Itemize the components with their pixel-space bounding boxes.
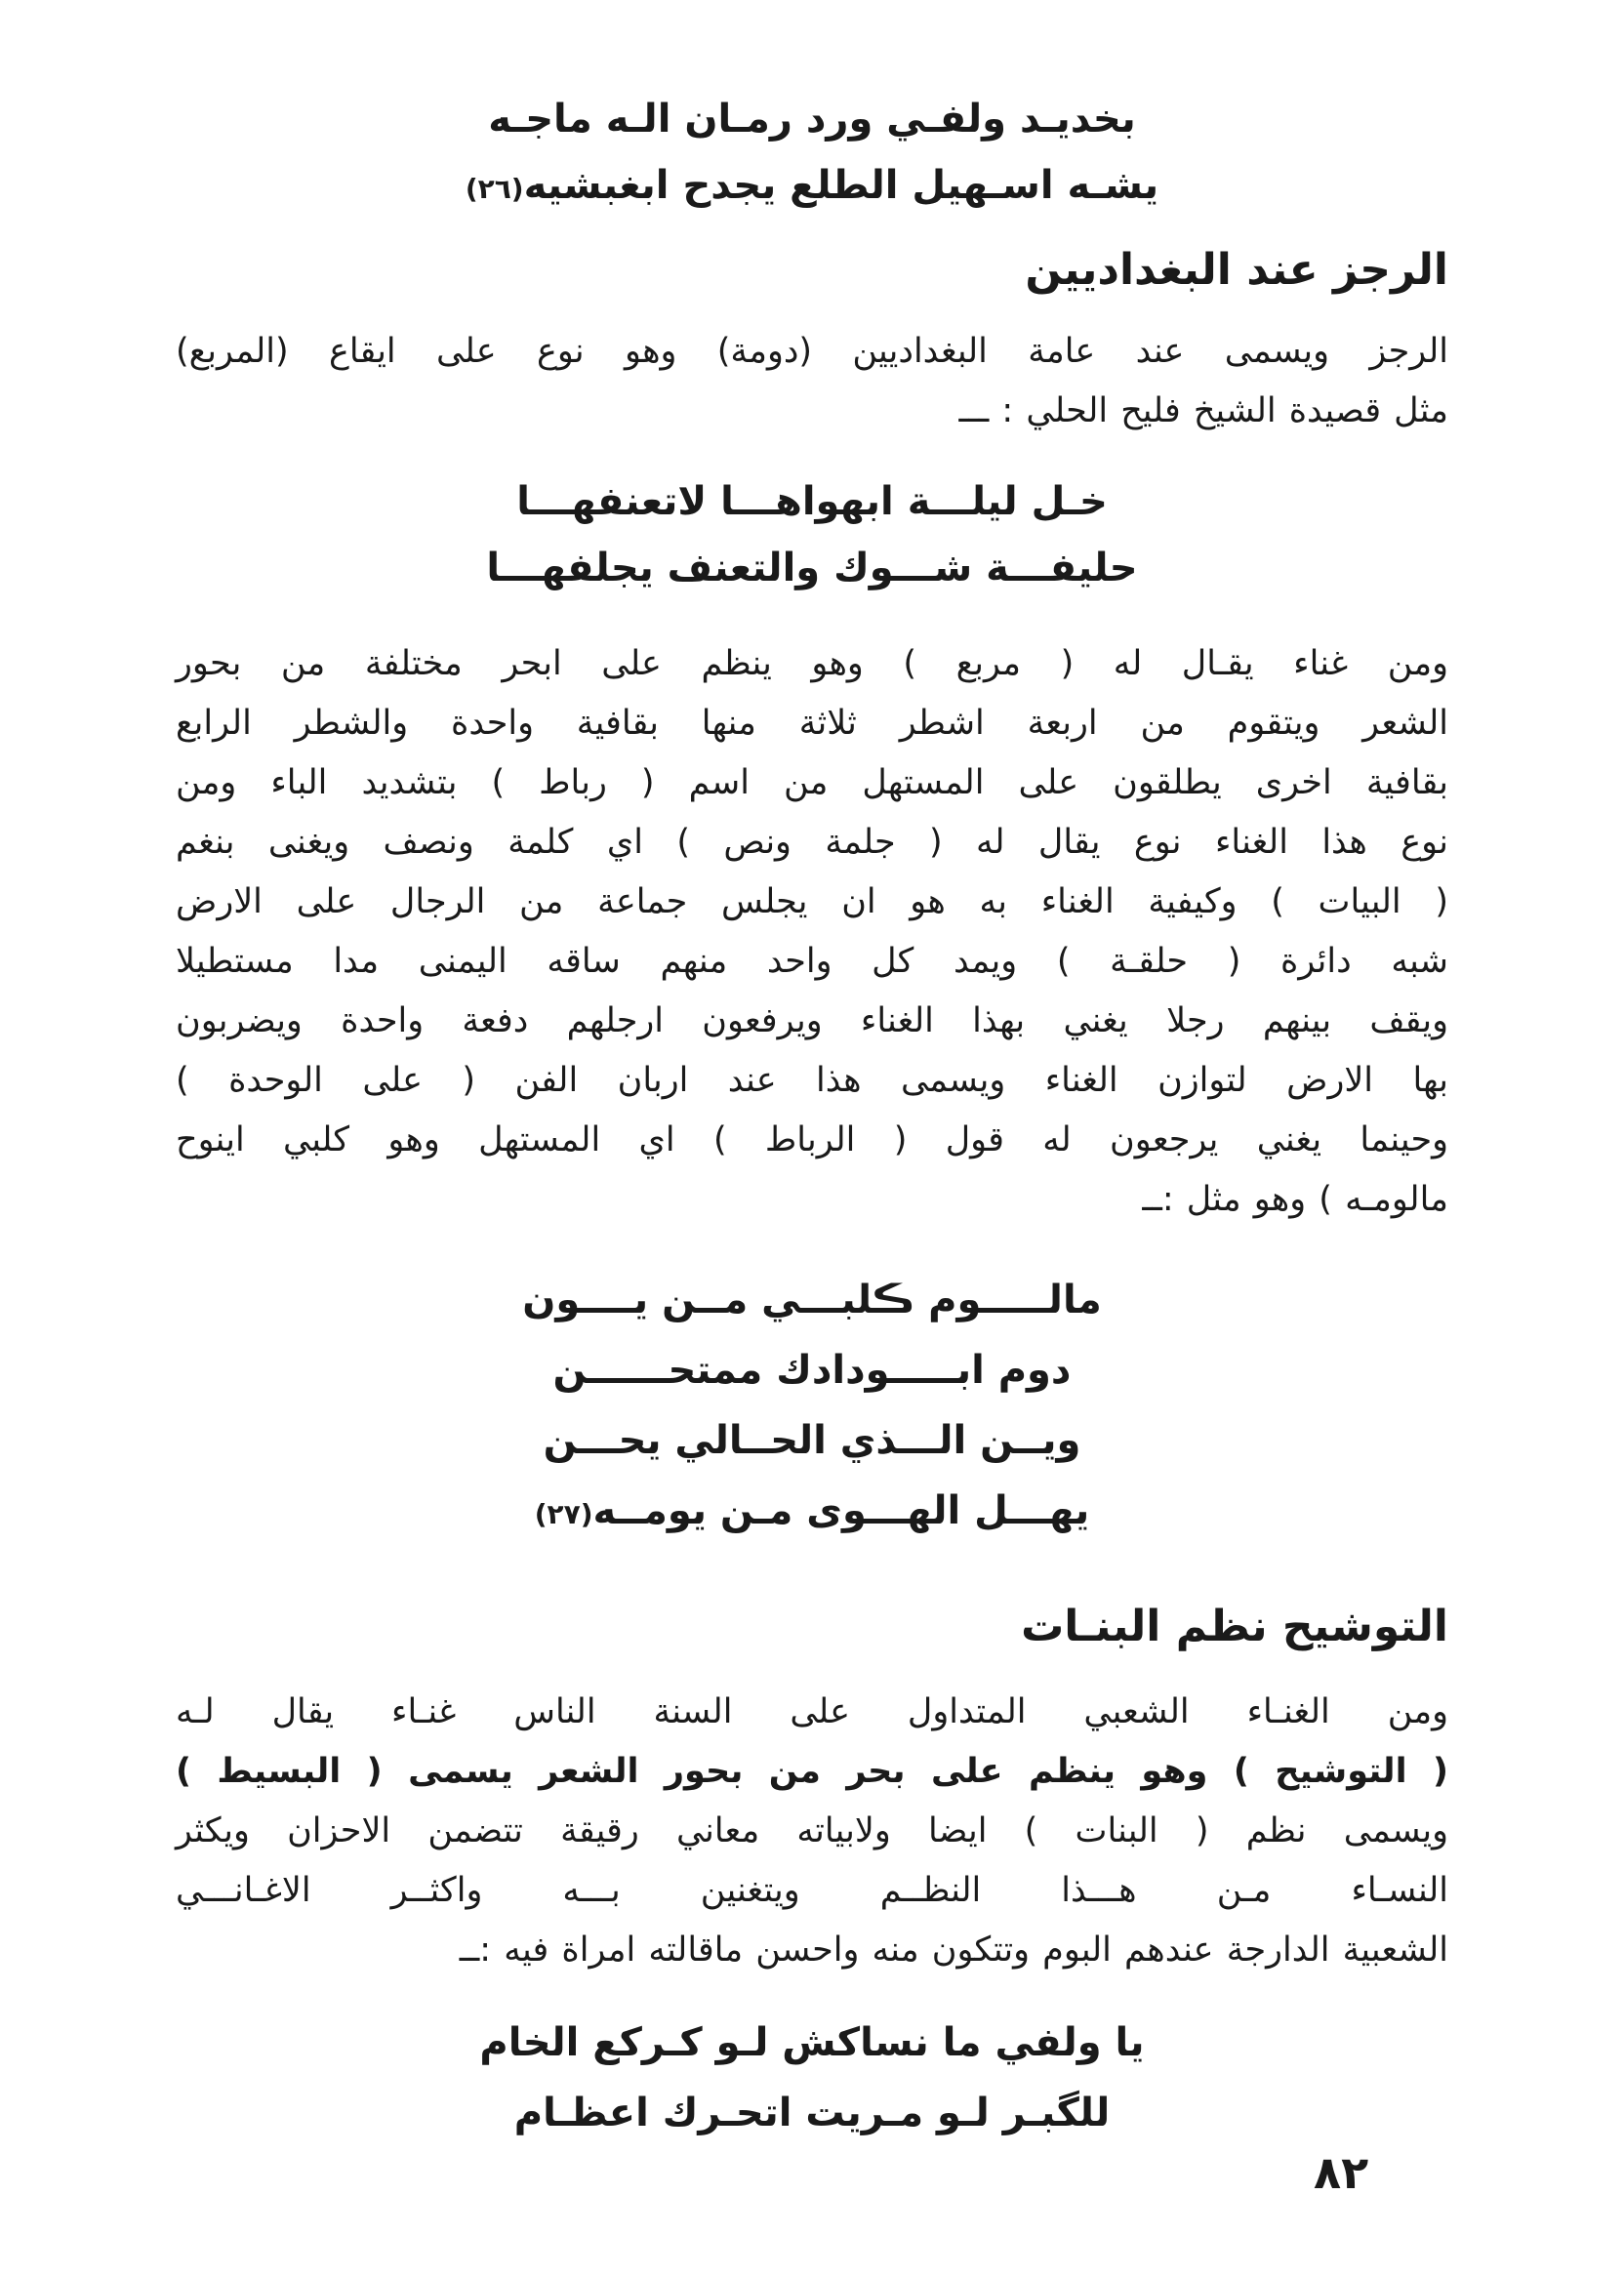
paragraph-line: بقافية اخرى يطلقون على المستهل من اسم ( رباط ) بتشديد الباء ومن <box>176 763 1448 802</box>
rajaz-verse-line-2: حليفـــة شـــوك والتعنف يجلفهـــا <box>486 546 1138 590</box>
section-heading-tawshih: التوشيح نظم البنـات <box>1021 1602 1448 1651</box>
paragraph-line: ويقف بينهم رجلا يغني بهذا الغناء ويرفعون ارجلهم دفعة واحدة ويضربون <box>176 1001 1448 1040</box>
verse-block-tawshih <box>176 2008 1448 2148</box>
paragraph-line: بها الارض لتوازن الغناء ويسمى هذا عند اربان الفن ( على الوحدة ) <box>176 1061 1448 1100</box>
murabba-verse-line-2: دوم ابـــــودادك ممتحــــــن <box>552 1348 1072 1393</box>
paragraph-line: النسـاء مـن هـــذا النظــم ويتغنين بـــه واكثــر الاغـانـــي <box>176 1871 1448 1910</box>
opening-verse-line-1: بخديـد ولفـي ورد رمـان الـه ماجـه <box>488 97 1136 142</box>
paragraph-line: ويسمى نظم ( البنات ) ايضا ولابياته معاني رقيقة تتضمن الاحزان ويكثر <box>176 1811 1448 1850</box>
paragraph-line: ومن غناء يقـال له ( مربع ) وهو ينظم على ابحر مختلفة من بحور <box>176 644 1448 683</box>
paragraph-line: ( البيات ) وكيفية الغناء به هو ان يجلس جماعة من الرجال على الارض <box>176 882 1448 921</box>
verse-block-murabba <box>176 1265 1448 1550</box>
murabba-verse-line-4-text: يهـــل الهـــوى مـن يومــه <box>592 1488 1090 1533</box>
paragraph-murabba <box>176 634 1448 1230</box>
tawshih-verse-line-2: للگبـر لـو مـريت اتحـرك اعظـام <box>513 2091 1111 2135</box>
rajaz-verse-line-1: خـل ليلـــة ابهواهـــا لاتعنفهـــا <box>516 479 1108 524</box>
paragraph-line: وحينما يغني يرجعون له قول ( الرباط ) اي المستهل وهو كلبي اينوح <box>176 1120 1448 1159</box>
murabba-verse-line-1: مالـــــوم ڪلبـــي مــن يــــون <box>522 1278 1102 1322</box>
opening-verse-line-2 <box>176 152 1448 223</box>
paragraph-tawshih <box>176 1683 1448 1980</box>
footnote-marker-27: (٢٧) <box>534 1498 593 1530</box>
murabba-verse-line-4 <box>176 1476 1448 1550</box>
footnote-marker-26: (٢٦) <box>465 173 524 205</box>
paragraph-line: الرجز ويسمى عند عامة البغداديين (دومة) وهو نوع على ايقاع (المربع) <box>176 332 1448 371</box>
page-number: ٨٢ <box>1314 2146 1369 2199</box>
paragraph-line: نوع هذا الغناء نوع يقال له ( جلمة ونص ) اي كلمة ونصف ويغنى بنغم <box>176 823 1448 862</box>
paragraph-line: الشعبية الدارجة عندهم البوم وتتكون منه واحسن ماقالته امراة فيه :ــ <box>459 1931 1448 1970</box>
murabba-verse-line-3: ويــن الـــذي الحــالي يحـــن <box>543 1418 1081 1463</box>
paragraph-line: الشعر ويتقوم من اربعة اشطر ثلاثة منها بقافية واحدة والشطر الرابع <box>176 704 1448 743</box>
paragraph-rajaz <box>176 322 1448 441</box>
section-heading-rajaz: الرجز عند البغداديين <box>1025 245 1448 295</box>
paragraph-line: شبه دائرة ( حلقـة ) ويمد كل واحد منهم ساقه اليمنى مدا مستطيلا <box>176 942 1448 981</box>
paragraph-line: ( التوشيح ) وهو ينظم على بحر من بحور الشعر يسمى ( البسيط ) <box>176 1752 1448 1791</box>
opening-verse-line-2-text: يشـه اسـهيل الطلع يجدح ابغبشيه <box>523 163 1159 208</box>
verse-block-rajaz <box>176 468 1448 601</box>
paragraph-line: مالومـه ) وهو مثل :ــ <box>1142 1180 1448 1219</box>
paragraph-line: ومن الغنـاء الشعبي المتداول على السنة الناس غنـاء يقال لـه <box>176 1692 1448 1731</box>
tawshih-verse-line-1: يا ولفي ما نساكش لـو كـركع الخام <box>479 2020 1145 2065</box>
paragraph-line: مثل قصيدة الشيخ فليح الحلي : ـــ <box>958 391 1448 430</box>
